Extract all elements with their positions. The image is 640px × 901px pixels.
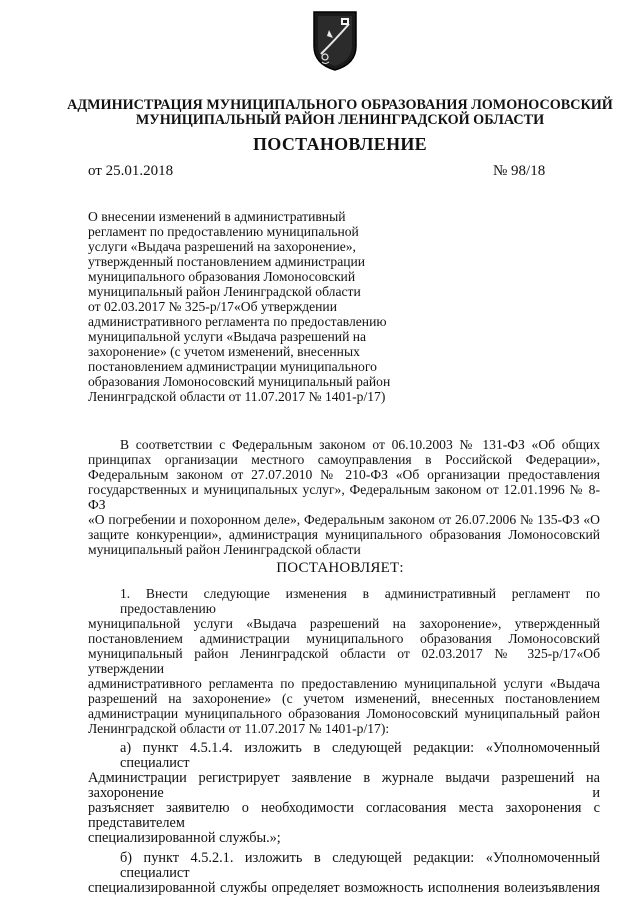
item-1-line: административного регламента по предоставлению муниципальной услуги «Выдача [88, 676, 600, 691]
item-a-line: а) пункт 4.5.1.4. изложить в следующей редакции: «Уполномоченный специалист [120, 740, 600, 771]
subject-line: образования Ломоносовский муниципальный район [88, 374, 391, 389]
item-a-line: Администрации регистрирует заявление в журнале выдачи разрешений на захоронение и [88, 770, 600, 801]
item-1-line: администрации муниципального образования Ломоносовский муниципальный район [88, 706, 600, 721]
subject-line: от 02.03.2017 № 325-р/17«Об утверждении [88, 299, 337, 314]
subject-line: услуги «Выдача разрешений на захоронение», [88, 239, 356, 254]
item-1-line: Ленинградской области от 11.07.2017 № 1401-р/17): [88, 721, 390, 736]
subject-line: О внесении изменений в административный [88, 209, 346, 224]
basis-line: В соответствии с Федеральным законом от 06.10.2003 № 131-ФЗ «Об общих [120, 437, 600, 452]
organization-heading [60, 98, 620, 128]
legal-basis-paragraph [88, 437, 600, 557]
basis-line: защите конкуренции», администрация муниципального образования Ломоносовский [88, 527, 600, 542]
item-b-line: б) пункт 4.5.2.1. изложить в следующей редакции: «Уполномоченный специалист [120, 850, 600, 881]
subject-line: Ленинградской области от 11.07.2017 № 1401-р/17) [88, 389, 386, 404]
basis-line: «О погребении и похоронном деле», Федеральным законом от 26.07.2006 № 135-ФЗ «О [88, 512, 600, 527]
organization-line-2: МУНИЦИПАЛЬНЫЙ РАЙОН ЛЕНИНГРАДСКОЙ ОБЛАСТИ [135, 112, 545, 128]
resolution-items [88, 586, 600, 896]
item-1-line: разрешений на захоронение» (с учетом изменений, внесенных постановлением [88, 691, 600, 706]
document-date: от 25.01.2018 [88, 163, 174, 179]
subject-line: захоронение» (с учетом изменений, внесенных [88, 344, 360, 359]
subject-line: регламент по предоставлению муниципальной [88, 224, 359, 239]
document-type-title: ПОСТАНОВЛЕНИЕ [253, 134, 427, 154]
subject-line: муниципальной услуги «Выдача разрешений на [88, 329, 367, 344]
subject-line: административного регламента по предоставлению [88, 314, 387, 329]
subject-line: муниципальный район Ленинградской области [88, 284, 361, 299]
document-number: № 98/18 [493, 163, 546, 179]
item-1-line: 1. Внести следующие изменения в административный регламент по предоставлению [120, 586, 600, 616]
resolve-heading: ПОСТАНОВЛЯЕТ: [276, 560, 404, 576]
subject-line: утвержденный постановлением администрации [88, 254, 366, 269]
subject-line: постановлением администрации муниципального [88, 359, 377, 374]
basis-line: Федеральным законом от 27.07.2010 № 210-ФЗ «Об организации предоставления [88, 467, 600, 482]
organization-line-1: АДМИНИСТРАЦИЯ МУНИЦИПАЛЬНОГО ОБРАЗОВАНИЯ ЛОМОНОСОВСКИЙ [67, 97, 613, 113]
document-subject [88, 209, 418, 404]
subject-line: муниципального образования Ломоносовский [88, 269, 356, 284]
item-1-line: муниципальной услуги «Выдача разрешений на захоронение», утвержденный [88, 616, 600, 631]
item-1-line: постановлением администрации муниципального образования Ломоносовский [88, 631, 600, 646]
item-a-line: специализированной службы.»; [88, 830, 281, 846]
coat-of-arms-emblem [311, 10, 359, 72]
basis-line: муниципальный район Ленинградской области [88, 542, 361, 557]
item-a-line: разъясняет заявителю о необходимости согласования места захоронения с представителем [88, 800, 600, 831]
basis-line: государственных и муниципальных услуг», Федеральным законом от 12.01.1996 № 8-ФЗ [88, 482, 600, 512]
item-b-line: специализированной службы определяет возможность исполнения волеизъявления [88, 880, 600, 896]
item-1-line: муниципальный район Ленинградской области от 02.03.2017 № 325-р/17«Об утверждении [88, 646, 600, 676]
basis-line: принципах организации местного самоуправления в Российской Федерации», [88, 452, 600, 467]
